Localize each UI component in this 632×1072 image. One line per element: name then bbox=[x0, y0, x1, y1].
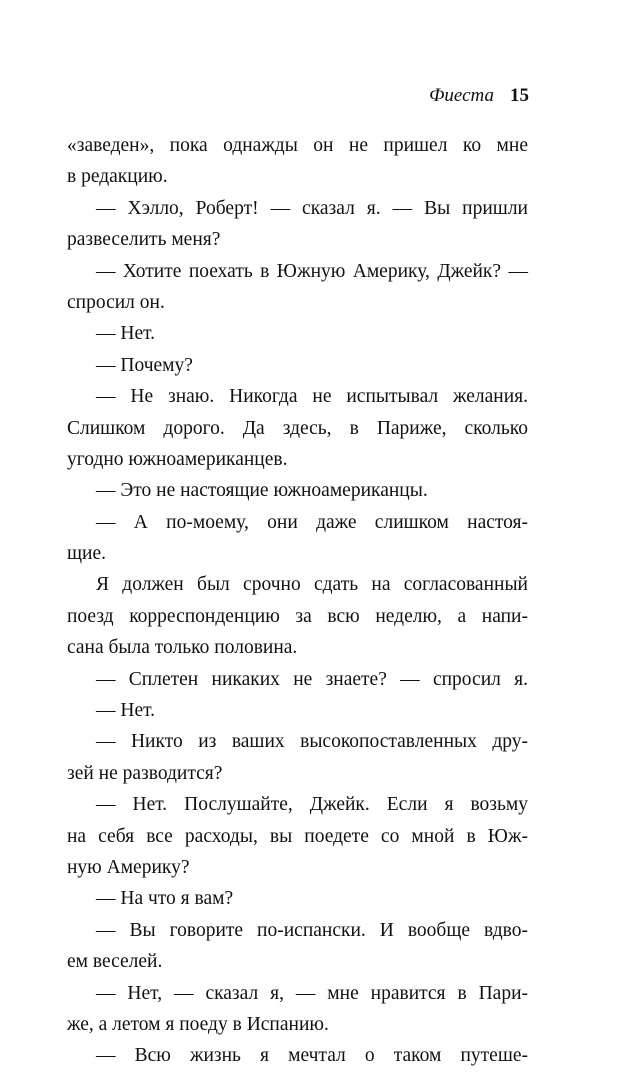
text-line: — Хэлло, Роберт! — сказал я. — Вы пришли bbox=[96, 197, 528, 219]
text-line: «заведен», пока однажды он не пришел ко мне bbox=[67, 135, 528, 156]
text-line: — На что я вам? bbox=[96, 888, 234, 910]
text-line: — Никто из ваших высокопоставленных дру- bbox=[96, 731, 528, 753]
text-line: — Нет. Послушайте, Джейк. Если я возьму bbox=[96, 794, 528, 816]
text-line: — А по-моему, они даже слишком настоя- bbox=[96, 511, 528, 533]
text-line: — Всю жизнь я мечтал о таком путеше- bbox=[96, 1045, 528, 1067]
text-line: — Нет. bbox=[96, 323, 156, 345]
text-line: угодно южноамериканцев. bbox=[67, 448, 288, 470]
text-line: на себя все расходы, вы поедете со мной в Юж- bbox=[67, 825, 528, 847]
text-line: — Почему? bbox=[96, 354, 193, 376]
body-text bbox=[67, 130, 528, 1072]
text-line: же, а летом я поеду в Испанию. bbox=[67, 1013, 329, 1035]
text-line: — Сплетен никаких не знаете? — спросил я. bbox=[96, 668, 528, 690]
running-header bbox=[429, 84, 529, 108]
text-line: поезд корреспонденцию за всю неделю, а напи- bbox=[67, 605, 528, 627]
running-title: Фиеста bbox=[429, 85, 494, 106]
text-line: — Это не настоящие южноамериканцы. bbox=[96, 480, 428, 502]
text-line: Слишком дорого. Да здесь, в Париже, сколько bbox=[67, 417, 528, 439]
text-line: ную Америку? bbox=[67, 856, 190, 878]
text-line: зей не разводится? bbox=[67, 762, 223, 784]
text-line: в редакцию. bbox=[67, 166, 168, 188]
text-line: развеселить меня? bbox=[67, 229, 221, 251]
text-line: сана была только половина. bbox=[67, 637, 298, 659]
text-line: щие. bbox=[67, 543, 106, 565]
text-line: — Нет, — сказал я, — мне нравится в Пари- bbox=[96, 982, 528, 1004]
page-number: 15 bbox=[510, 85, 529, 106]
text-line: Я должен был срочно сдать на согласованный bbox=[96, 574, 528, 596]
text-line: — Хотите поехать в Южную Америку, Джейк? — bbox=[96, 260, 528, 282]
text-line: — Вы говорите по-испански. И вообще вдво- bbox=[96, 919, 528, 941]
text-line: — Не знаю. Никогда не испытывал желания. bbox=[96, 386, 528, 408]
text-line: спросил он. bbox=[67, 291, 165, 313]
text-line: ем веселей. bbox=[67, 951, 163, 973]
text-line: — Нет. bbox=[96, 700, 156, 722]
